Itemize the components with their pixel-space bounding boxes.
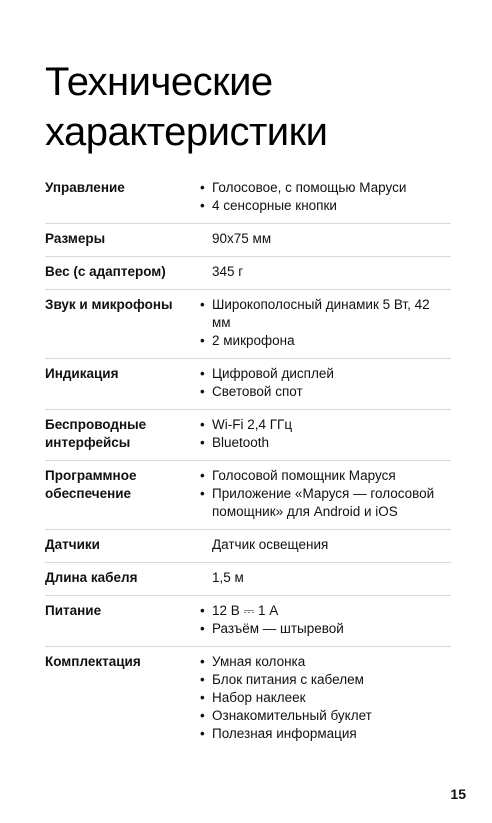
spec-label: Датчики	[45, 537, 100, 552]
spec-values	[200, 179, 451, 215]
spec-value-item: • Голосовое, с помощью Маруси	[200, 179, 451, 197]
spec-value: Датчик освещения	[212, 537, 329, 552]
spec-value-item: • Полезная информация	[200, 725, 451, 743]
spec-value-item: • Световой спот	[200, 383, 451, 401]
spec-row	[45, 173, 451, 224]
page-number: 15	[450, 786, 466, 802]
spec-row	[45, 359, 451, 410]
spec-label: Питание	[45, 603, 102, 618]
spec-row	[45, 290, 451, 359]
spec-value-list	[200, 602, 451, 638]
spec-values	[200, 365, 451, 401]
spec-value: 1,5 м	[212, 570, 244, 585]
spec-value: 90x75 мм	[212, 231, 272, 246]
spec-values	[200, 536, 451, 554]
spec-label: Звук и микрофоны	[45, 297, 173, 312]
spec-row	[45, 530, 451, 563]
spec-label: Комплектация	[45, 654, 141, 669]
spec-values	[200, 467, 451, 521]
spec-values	[200, 416, 451, 452]
spec-row	[45, 647, 451, 751]
spec-label: Длина кабеля	[45, 570, 138, 585]
page-title: Технические характеристики	[45, 60, 328, 154]
spec-value-item: • 12 В ⎓ 1 А	[200, 602, 451, 620]
spec-value-item: • Wi-Fi 2,4 ГГц	[200, 416, 451, 434]
spec-value-item: • Цифровой дисплей	[200, 365, 451, 383]
spec-values	[200, 569, 451, 587]
spec-value-item: • Широкополосный динамик 5 Вт, 42 мм	[200, 296, 451, 332]
spec-row	[45, 410, 451, 461]
spec-values	[200, 263, 451, 281]
spec-values	[200, 653, 451, 743]
spec-row	[45, 596, 451, 647]
spec-value-list	[200, 416, 451, 452]
spec-value-list	[200, 365, 451, 401]
spec-value-item: • Блок питания с кабелем	[200, 671, 451, 689]
spec-value-item: • Bluetooth	[200, 434, 451, 452]
spec-value-item: • 2 микрофона	[200, 332, 451, 350]
spec-row	[45, 224, 451, 257]
spec-value-list	[200, 296, 451, 350]
spec-value-list	[200, 467, 451, 521]
spec-label: Вес (с адаптером)	[45, 264, 166, 279]
spec-value-item: • Приложение «Маруся — голосовой помощник» для Android и iOS	[200, 485, 451, 521]
spec-label: Управление	[45, 180, 125, 195]
spec-value-list	[200, 653, 451, 743]
spec-row	[45, 461, 451, 530]
spec-label: Программное обеспечение	[45, 468, 137, 501]
spec-value-item: • Умная колонка	[200, 653, 451, 671]
spec-table	[45, 173, 451, 751]
spec-value-list	[200, 179, 451, 215]
spec-value-item: • Ознакомительный буклет	[200, 707, 451, 725]
spec-label: Беспроводные интерфейсы	[45, 417, 147, 450]
spec-value-item: • Голосовой помощник Маруся	[200, 467, 451, 485]
spec-values	[200, 296, 451, 350]
spec-label: Размеры	[45, 231, 106, 246]
spec-value-item: • 4 сенсорные кнопки	[200, 197, 451, 215]
spec-value-item: • Набор наклеек	[200, 689, 451, 707]
spec-label: Индикация	[45, 366, 119, 381]
spec-row	[45, 563, 451, 596]
spec-row	[45, 257, 451, 290]
spec-values	[200, 602, 451, 638]
spec-value: 345 г	[212, 264, 244, 279]
spec-values	[200, 230, 451, 248]
spec-value-item: • Разъём — штыревой	[200, 620, 451, 638]
